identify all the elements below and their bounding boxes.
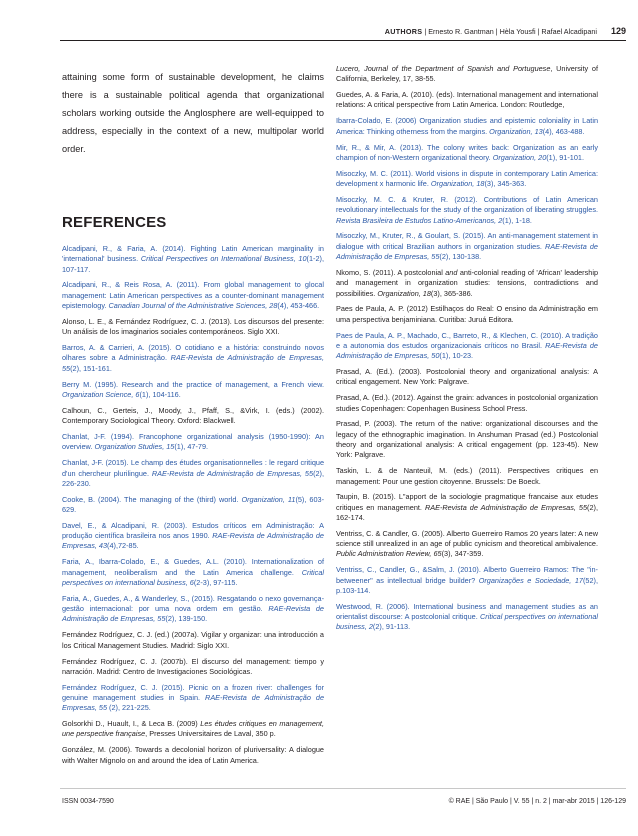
reference-entry[interactable] — [336, 231, 598, 262]
reference-text: RAE-Revista de Administração de Empresas, 43 — [62, 531, 324, 551]
header-divider — [60, 40, 626, 41]
reference-text: (2), 91-113. — [372, 622, 411, 632]
left-column — [62, 68, 324, 772]
reference-entry[interactable] — [62, 343, 324, 374]
reference-entry — [336, 466, 598, 487]
reference-entry — [62, 406, 324, 427]
reference-entry[interactable] — [62, 557, 324, 588]
references-list-right — [336, 64, 598, 633]
reference-entry — [62, 745, 324, 766]
reference-text: (2-3), 97-115. — [193, 577, 238, 587]
reference-text: Berry M. (1995). Research and the practice of management, a French view. — [62, 379, 324, 389]
reference-text: Chanlat, J-F. (2015). Le champ des études organisationnelles : le regard critique d'un chercheur plurilingue. — [62, 458, 324, 478]
reference-entry[interactable] — [62, 280, 324, 311]
reference-text: RAE-Revista de Administração de Empresas, 55 — [424, 502, 588, 512]
reference-text: (2), 151-161. — [70, 363, 112, 373]
reference-entry — [336, 90, 598, 111]
reference-entry — [336, 304, 598, 325]
reference-text: Taskin, L. & de Nanteuil, M. (eds.) (2011). Perspectives critiques en management: Pour une gestion citoyenne. Brussels: De Boeck. — [336, 466, 598, 486]
reference-text: Critical perspectives on international business, 6 — [62, 567, 324, 587]
reference-text: (2), 226-230. — [62, 468, 325, 488]
reference-text: Golsorkhi D., Huault, I., & Leca B. (2009) — [62, 719, 201, 729]
reference-entry[interactable] — [62, 432, 324, 453]
reference-text: Organization, 11 — [241, 494, 296, 504]
reference-text: Organization Science, 6 — [62, 389, 140, 399]
reference-text: Fernández Rodríguez, C. J. (ed.) (2007a). Vigilar y organizar: una introducción a los Critical Management Studies. Madrid: Siglo XXI. — [62, 630, 324, 650]
reference-text: Ventriss, C. & Candler, G. (2005). Alberto Guerreiro Ramos 20 years later: A new science still unrealized in an age of public cynicism and theoretical ambivalence. — [336, 528, 598, 549]
authors-label: AUTHORS — [384, 27, 423, 36]
reference-entry[interactable] — [336, 331, 598, 362]
reference-text: (2), 130-138. — [439, 252, 482, 262]
reference-entry[interactable] — [336, 143, 598, 164]
reference-text: Misoczky, M., Kruter, R., & Goulart, S. (2015). An anti-management statement in dialogue with critical Brazilian authors in organization studies. — [336, 231, 598, 251]
reference-text: Mir, R., & Mir, A. (2013). The colony writes back: Organization as an early champion of non-Western organizational theory. — [336, 142, 598, 162]
reference-text: (5), 603-629. — [62, 494, 324, 514]
reference-entry[interactable] — [336, 195, 598, 226]
reference-text: Ibarra-Colado, E. (2006) Organization studies and epistemic coloniality in Latin America: Thinking otherness from the margins. — [336, 116, 598, 136]
reference-entry — [336, 64, 598, 85]
references-list-left — [62, 244, 324, 766]
reference-entry[interactable] — [62, 521, 324, 552]
reference-text: Critical perspectives on international business, 2 — [336, 612, 598, 632]
reference-text: Paes de Paula, A. P., Machado, C., Barreto, R., & Klechen, C. (2010). A tradição e a autonomia dos estudos organizacionais críticos no Brasil. — [336, 330, 598, 350]
reference-text: Organization, 18 — [430, 179, 485, 189]
reference-text: Public Administration Review, 65 — [336, 549, 442, 559]
reference-text: RAE-Revista de Administração de Empresas, 55 — [62, 353, 324, 373]
reference-entry — [62, 317, 324, 338]
reference-text: RAE-Revista de Administração de Empresas, 55 — [62, 693, 325, 713]
reference-text: Critical Perspectives on International Business, 10 — [140, 254, 307, 264]
reference-entry — [336, 367, 598, 388]
reference-entry — [62, 630, 324, 651]
reference-text: Revista Brasileira de Estudos Latino-Americanos, 2 — [336, 215, 503, 225]
intro-paragraph: attaining some form of sustainable development, he claims there is a sustainable political agenda that organizational scholars working outside the Anglosphere are well-equipped to address, especially in the context of a new, multipolar world order. — [62, 72, 324, 154]
reference-text: Alcadipani, R., & Faria, A. (2014). Fighting Latin American marginality in 'international' business. — [62, 244, 324, 264]
reference-text: , Presses Universitaires de Laval, 350 p. — [145, 729, 276, 739]
reference-text: (1), 91-101. — [546, 152, 584, 162]
reference-text: Nkomo, S. (2011). A postcolonial — [336, 267, 446, 277]
reference-text: Organization, 13 — [489, 126, 543, 136]
reference-text: (3), 365-386. — [430, 288, 473, 298]
reference-text: Faria, A., Guedes, A., & Wanderley, S., (2015). Resgatando o nexo governança-gestão internacional: por uma nova ordem em gestão. — [62, 593, 324, 614]
reference-text: Les études critiques en management, une perspective française — [62, 719, 324, 739]
reference-text: (2), 221-225. — [107, 703, 151, 713]
reference-text: RAE-Revista de Administração de Empresas, 55 — [62, 604, 324, 624]
reference-text: RAE-Revista de Administração de Empresas, 55 — [336, 241, 598, 262]
reference-text: Lucero, Journal of the Department of Spanish and Portuguese — [336, 64, 551, 73]
reference-text: Canadian Journal of the Administrative Sciences, 28 — [108, 301, 278, 311]
reference-text: and — [445, 267, 458, 277]
reference-text: (2), 162-174. — [336, 502, 598, 522]
reference-text: Prasad, P. (2003). The return of the native: organizational discourses and the legacy of the ethnographic imagination. In Anshuman Prasad (ed.) Postcolonial theory and organizational analysis: A critical engagement (pp. 123-45). New York: Palgrave. — [336, 419, 598, 460]
reference-entry[interactable] — [62, 244, 324, 275]
reference-entry[interactable] — [62, 380, 324, 401]
reference-text: (3), 345-363. — [484, 179, 527, 189]
reference-text: Prasad, A. (Ed.). (2012). Against the grain: advances in postcolonial organization studies Copenhagen: Copenhagen Business School Press. — [336, 393, 598, 413]
reference-entry[interactable] — [62, 594, 324, 625]
reference-entry[interactable] — [62, 458, 324, 489]
reference-text: , University of California, Berkeley, 17, 38-55. — [336, 64, 599, 84]
footer-issn: ISSN 0034-7590 — [62, 798, 114, 805]
reference-entry[interactable] — [336, 565, 598, 596]
reference-text: (4),72-85. — [107, 541, 139, 551]
reference-text: Taupin, B. (2015). L"apport de la sociologie pragmatique francaise aux etudes critiques en management. — [336, 492, 598, 512]
reference-entry[interactable] — [62, 495, 324, 516]
reference-text: Davel, E., & Alcadipani, R. (2003). Estudos críticos em Administração: A produção científica brasileira nos anos 1990. — [62, 520, 324, 541]
reference-entry — [62, 657, 324, 678]
reference-text: Organizações e Sociedade, 17 — [478, 575, 583, 585]
footer-citation: © RAE | São Paulo | V. 55 | n. 2 | mar-abr 2015 | 126-129 — [448, 798, 626, 805]
reference-entry — [336, 419, 598, 460]
right-column — [336, 64, 598, 638]
reference-text: (1), 47-79. — [174, 442, 209, 452]
reference-entry[interactable] — [336, 602, 598, 633]
reference-text: Calhoun, C., Gerteis, J., Moody, J., Pfaff, S., &Virk, I. (eds.) (2002). Contemporary Sociological Theory. Oxford: Blackwell. — [62, 405, 324, 426]
reference-text: anti-colonial reading of 'African' leadership and management in organization studies: tensions, contradictions and possibilities. — [336, 267, 598, 298]
reference-text: Barros, A. & Carrieri, A. (2015). O cotidiano e a história: construindo novos olhares sobre a Administração. — [62, 343, 324, 363]
reference-entry — [336, 492, 598, 523]
reference-text: Organization, 20 — [492, 152, 547, 162]
reference-text: (4), 453-466. — [277, 301, 320, 311]
reference-text: (52), p.103-114. — [336, 575, 598, 595]
reference-entry — [336, 268, 598, 299]
reference-text: Prasad, A. (Ed.). (2003). Postcolonial theory and organizational analysis: A critical engagement. New York: Palgrave. — [336, 367, 598, 387]
reference-entry[interactable] — [62, 683, 324, 714]
reference-entry[interactable] — [336, 169, 598, 190]
reference-text: González, M. (2006). Towards a decolonial horizon of pluriversality: A dialogue with Walter Mignolo on and around the idea of Latin America. — [62, 745, 324, 765]
reference-text: (1), 10-23. — [439, 351, 474, 361]
page-number: 129 — [610, 26, 626, 36]
reference-text: Cooke, B. (2004). The managing of the (third) world. — [62, 494, 242, 504]
reference-text: RAE-Revista de Administração de Empresas, 50 — [336, 340, 598, 361]
references-heading: REFERENCES — [62, 214, 167, 231]
reference-text: Ventriss, C., Candler, G., &Salm, J. (2010). Alberto Guerreiro Ramos: The "in-betweener" as intellectual bridge builder? — [336, 565, 598, 585]
reference-text: Organization, 18 — [377, 288, 431, 298]
reference-text: Misoczky, M. C. (2011). World visions in dispute in contemporary Latin America: development x harmonic life. — [336, 168, 598, 189]
reference-text: Faria, A., Ibarra-Colado, E., & Guedes, A.L. (2010). Internationalization of management, neoliberalism and the Latin America challenge. — [62, 557, 324, 577]
reference-text: (1-2), 107-117. — [62, 254, 324, 274]
reference-entry[interactable] — [336, 116, 598, 137]
reference-text: (4), 463-488. — [542, 126, 585, 136]
reference-text: Fernández Rodríguez, C. J. (2015). Picnic on a frozen river: challenges for genuine management studies in Spain. — [62, 682, 324, 702]
reference-entry — [336, 393, 598, 414]
reference-text: (1), 1-18. — [502, 215, 532, 225]
author-names: | Ernesto R. Gantman | Hèla Yousfi | Rafael Alcadipani — [424, 27, 597, 36]
running-header — [385, 26, 626, 36]
reference-text: Organization Studies, 15 — [94, 442, 175, 452]
reference-text: Chanlat, J-F. (1994). Francophone organizational analysis (1950-1990): An overview. — [62, 432, 324, 452]
reference-text: Fernández Rodríguez, C. J. (2007b). El discurso del management: tiempo y narración. Madrid: Centro de Investigaciones Sociológicas. — [62, 656, 324, 676]
footer-divider — [60, 788, 626, 789]
reference-text: Guedes, A. & Faria, A. (2010). (eds). International management and international relations: A critical perspective from Latin America. London: Routledge, — [336, 90, 598, 110]
reference-text: (1), 104-116. — [139, 389, 181, 399]
reference-entry — [62, 719, 324, 740]
reference-text: Alcadipani, R., & Reis Rosa, A. (2011). From global management to glocal management: Latin American perspectives as a counter-dominant management epistemology. — [62, 280, 324, 311]
reference-text: Westwood, R. (2006). International business and management studies as an orientalist discourse: A postcolonial critique. — [336, 601, 598, 622]
reference-entry — [336, 529, 598, 560]
reference-text: Paes de Paula, A. P. (2012) Estilhaços do Real: O ensino da Administração em uma perspectiva benjaminiana. Curitiba: Juruá Editora. — [336, 304, 598, 324]
reference-text: (3), 347-359. — [441, 549, 484, 559]
reference-text: Misoczky, M. C. & Kruter, R. (2012). Contributions of Latin American revolutionary intellectuals for the study of the organization of liberating struggles. — [336, 194, 598, 215]
reference-text: (2), 139-150. — [165, 614, 208, 624]
reference-text: RAE-Revista de Administração de Empresas, 55 — [151, 468, 314, 478]
reference-text: Alonso, L. E., & Fernández Rodríguez, C. J. (2013). Los discursos del presente: Un análisis de los imaginarios sociales contemporáneos. Siglo XXI. — [62, 316, 324, 337]
